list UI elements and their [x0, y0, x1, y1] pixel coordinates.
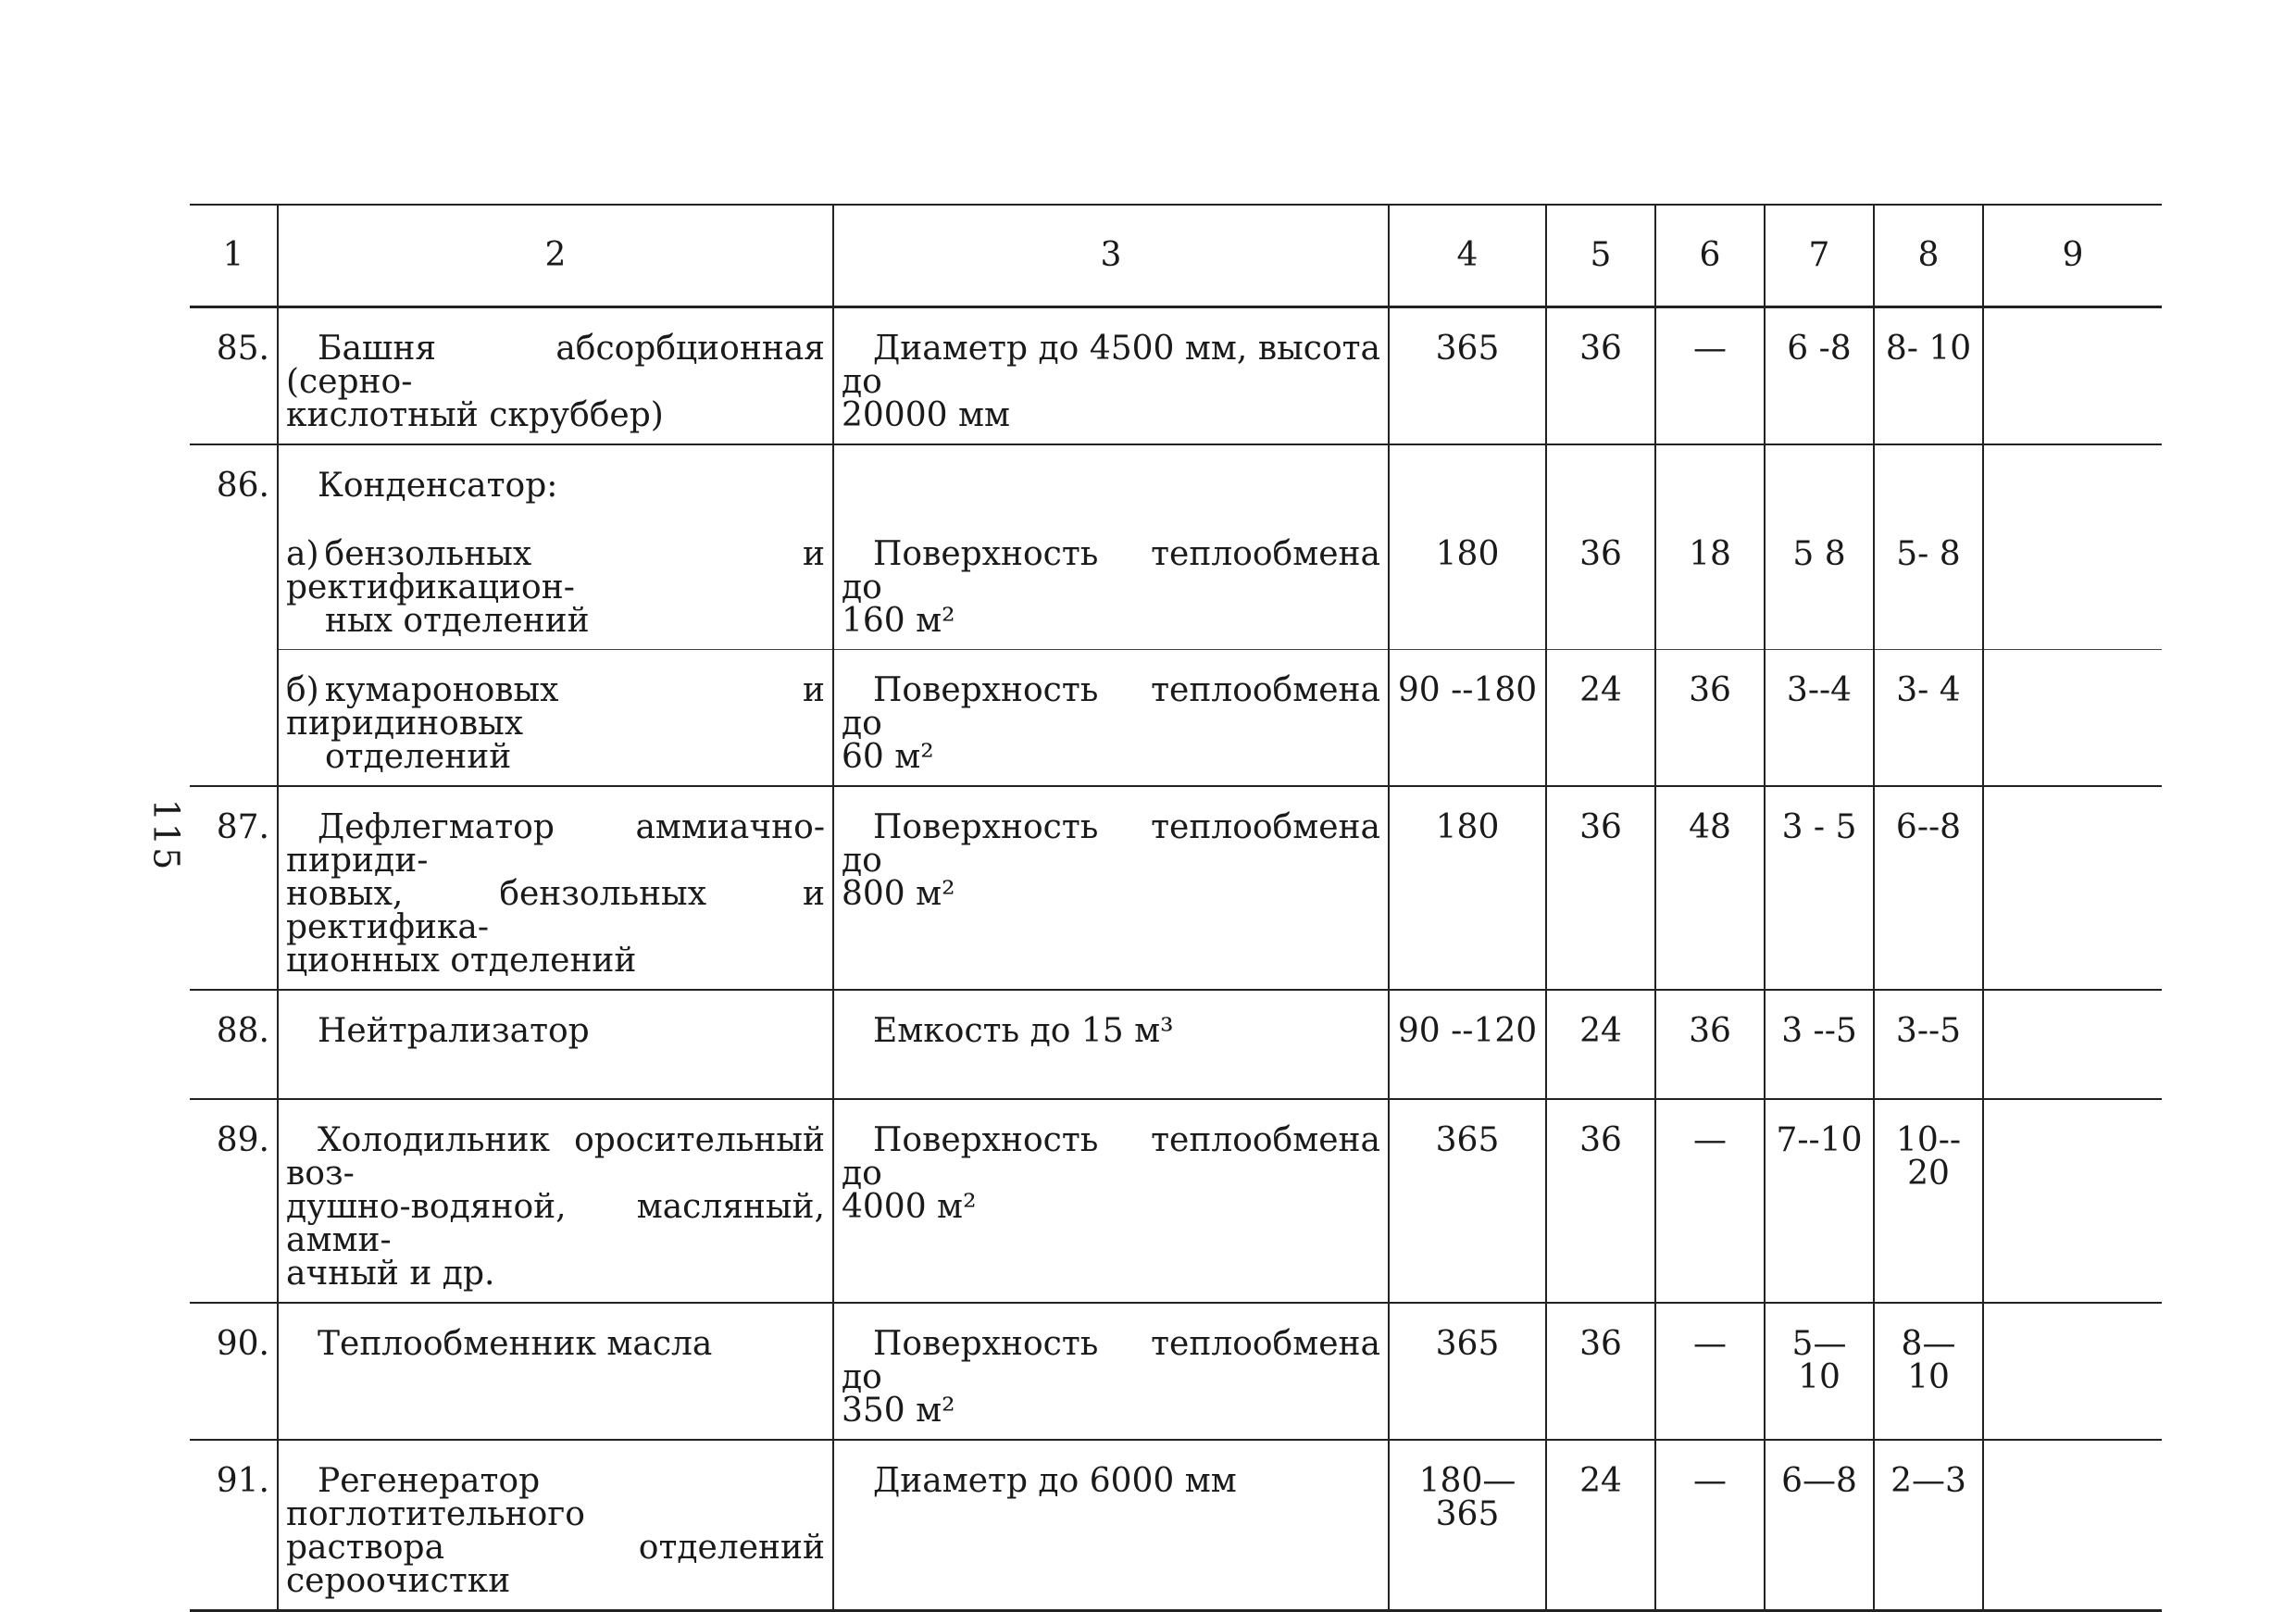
- param-line: Поверхность теплообмена до: [842, 535, 1380, 606]
- table-row: [190, 990, 2162, 1099]
- cell-value: 180: [1435, 535, 1500, 573]
- cell-col-7: 3 - 5: [1765, 786, 1874, 990]
- table-row: [190, 1440, 2162, 1611]
- table-row: [190, 650, 2162, 787]
- equipment-name: [278, 786, 833, 990]
- param-line: Поверхность теплообмена до: [842, 1325, 1380, 1396]
- equipment-parameters: [833, 1440, 1389, 1611]
- name-line: душно-водяной, масляный, амми-: [286, 1188, 825, 1259]
- column-header-9: 9: [1983, 205, 2162, 307]
- name-line: ачный и др.: [286, 1255, 495, 1293]
- cell-col-4: [1389, 444, 1546, 650]
- column-header-5: 5: [1546, 205, 1655, 307]
- item-label: а): [286, 535, 319, 573]
- column-header-6: 6: [1655, 205, 1765, 307]
- cell-col-5: 36: [1546, 786, 1655, 990]
- cell-col-6: 36: [1655, 990, 1765, 1099]
- param-line: 800 м²: [842, 875, 955, 913]
- page-number: 115: [145, 798, 187, 872]
- cell-col-4: 180—365: [1389, 1440, 1546, 1611]
- equipment-table: [190, 204, 2162, 1612]
- table-row: [190, 307, 2162, 445]
- cell-col-6: —: [1655, 307, 1765, 445]
- row-number: 89.: [190, 1099, 278, 1303]
- equipment-name: [278, 650, 833, 787]
- cell-col-8: 3- 4: [1874, 650, 1983, 787]
- equipment-parameters: [833, 786, 1389, 990]
- param-line: Диаметр до 6000 мм: [873, 1462, 1237, 1500]
- param-line: Поверхность теплообмена до: [842, 808, 1380, 880]
- column-header-4: 4: [1389, 205, 1546, 307]
- cell-col-8: 2—3: [1874, 1440, 1983, 1611]
- param-line: 4000 м²: [842, 1188, 977, 1226]
- table-body: [190, 307, 2162, 1611]
- cell-col-7: 6 -8: [1765, 307, 1874, 445]
- param-line: 60 м²: [842, 738, 934, 776]
- cell-col-9: [1983, 1440, 2162, 1611]
- param-line: Поверхность теплообмена до: [842, 1121, 1380, 1193]
- cell-col-9: [1983, 307, 2162, 445]
- row-number: 87.: [190, 786, 278, 990]
- equipment-name: [278, 307, 833, 445]
- table-row: [190, 786, 2162, 990]
- cell-col-9: [1983, 650, 2162, 787]
- name-line: отделений: [325, 738, 512, 776]
- table-row: [190, 1303, 2162, 1440]
- header-row: [190, 205, 2162, 307]
- cell-col-8: 3--5: [1874, 990, 1983, 1099]
- cell-col-8: [1874, 444, 1983, 650]
- name-line: кумароновых и пиридиновых: [286, 671, 825, 743]
- equipment-parameters: [833, 444, 1389, 650]
- cell-col-7: 3--4: [1765, 650, 1874, 787]
- param-line: Поверхность теплообмена до: [842, 671, 1380, 743]
- name-line: бензольных и ректификацион-: [286, 535, 825, 606]
- cell-col-5: 24: [1546, 650, 1655, 787]
- cell-col-7: 5—10: [1765, 1303, 1874, 1440]
- cell-col-4: 365: [1389, 1099, 1546, 1303]
- cell-col-7: 6—8: [1765, 1440, 1874, 1611]
- cell-col-4: 90 --180: [1389, 650, 1546, 787]
- cell-col-5: 24: [1546, 990, 1655, 1099]
- row-number: 86.: [190, 444, 278, 786]
- name-line: Дефлегматор аммиачно-пириди-: [286, 808, 825, 880]
- equipment-name: [278, 444, 833, 650]
- equipment-name: [278, 1440, 833, 1611]
- cell-col-5: 36: [1546, 1099, 1655, 1303]
- name-line: ционных отделений: [286, 942, 637, 980]
- cell-value: 5 8: [1792, 535, 1846, 573]
- equipment-parameters: [833, 307, 1389, 445]
- cell-col-6: 36: [1655, 650, 1765, 787]
- name-line: Нейтрализатор: [318, 1012, 590, 1050]
- cell-col-7: 3 --5: [1765, 990, 1874, 1099]
- name-line: Регенератор поглотительного: [286, 1462, 585, 1533]
- cell-col-7: [1765, 444, 1874, 650]
- equipment-name: [278, 1303, 833, 1440]
- column-header-3: 3: [833, 205, 1389, 307]
- name-line: новых, бензольных и ректифика-: [286, 875, 825, 946]
- column-header-7: 7: [1765, 205, 1874, 307]
- name-line: ных отделений: [325, 602, 590, 640]
- cell-col-5: [1546, 444, 1655, 650]
- cell-col-4: 180: [1389, 786, 1546, 990]
- row-number: 91.: [190, 1440, 278, 1611]
- param-line: Диаметр до 4500 мм, высота до: [842, 330, 1380, 401]
- cell-col-6: 48: [1655, 786, 1765, 990]
- param-line: 20000 мм: [842, 396, 1010, 434]
- row-number: 88.: [190, 990, 278, 1099]
- equipment-parameters: [833, 990, 1389, 1099]
- row-number: 90.: [190, 1303, 278, 1440]
- cell-col-9: [1983, 1099, 2162, 1303]
- equipment-name: [278, 990, 833, 1099]
- cell-col-4: 365: [1389, 307, 1546, 445]
- column-header-2: 2: [278, 205, 833, 307]
- table-row: [190, 1099, 2162, 1303]
- param-line: Емкость до 15 м³: [873, 1012, 1174, 1050]
- cell-col-7: 7--10: [1765, 1099, 1874, 1303]
- cell-col-6: —: [1655, 1303, 1765, 1440]
- param-line: 350 м²: [842, 1392, 955, 1430]
- cell-col-6: [1655, 444, 1765, 650]
- name-line: раствора отделений сероочистки: [286, 1529, 825, 1600]
- cell-col-5: 24: [1546, 1440, 1655, 1611]
- cell-col-4: 365: [1389, 1303, 1546, 1440]
- cell-value: 5- 8: [1896, 535, 1961, 573]
- cell-col-9: [1983, 990, 2162, 1099]
- item-label: б): [286, 671, 319, 709]
- cell-col-5: 36: [1546, 307, 1655, 445]
- equipment-name: [278, 1099, 833, 1303]
- equipment-parameters: [833, 650, 1389, 787]
- cell-col-4: 90 --120: [1389, 990, 1546, 1099]
- cell-col-5: 36: [1546, 1303, 1655, 1440]
- cell-value: 18: [1689, 535, 1731, 573]
- column-header-8: 8: [1874, 205, 1983, 307]
- table-header: [190, 205, 2162, 307]
- cell-col-8: 10-- 20: [1874, 1099, 1983, 1303]
- cell-col-8: 8—10: [1874, 1303, 1983, 1440]
- cell-col-9: [1983, 1303, 2162, 1440]
- group-title: Конденсатор:: [318, 467, 558, 505]
- equipment-parameters: [833, 1099, 1389, 1303]
- cell-value: 36: [1579, 535, 1622, 573]
- row-number: 85.: [190, 307, 278, 445]
- cell-col-9: [1983, 444, 2162, 650]
- column-header-1: 1: [190, 205, 278, 307]
- cell-col-8: 8- 10: [1874, 307, 1983, 445]
- equipment-parameters: [833, 1303, 1389, 1440]
- name-line: кислотный скруббер): [286, 396, 664, 434]
- name-line: Теплообменник масла: [318, 1325, 713, 1363]
- name-line: Башня абсорбционная (серно-: [286, 330, 825, 401]
- table-row: [190, 444, 2162, 650]
- cell-col-9: [1983, 786, 2162, 990]
- name-line: Холодильник оросительный воз-: [286, 1121, 825, 1193]
- cell-col-6: —: [1655, 1440, 1765, 1611]
- cell-col-8: 6--8: [1874, 786, 1983, 990]
- param-line: 160 м²: [842, 602, 955, 640]
- cell-col-6: —: [1655, 1099, 1765, 1303]
